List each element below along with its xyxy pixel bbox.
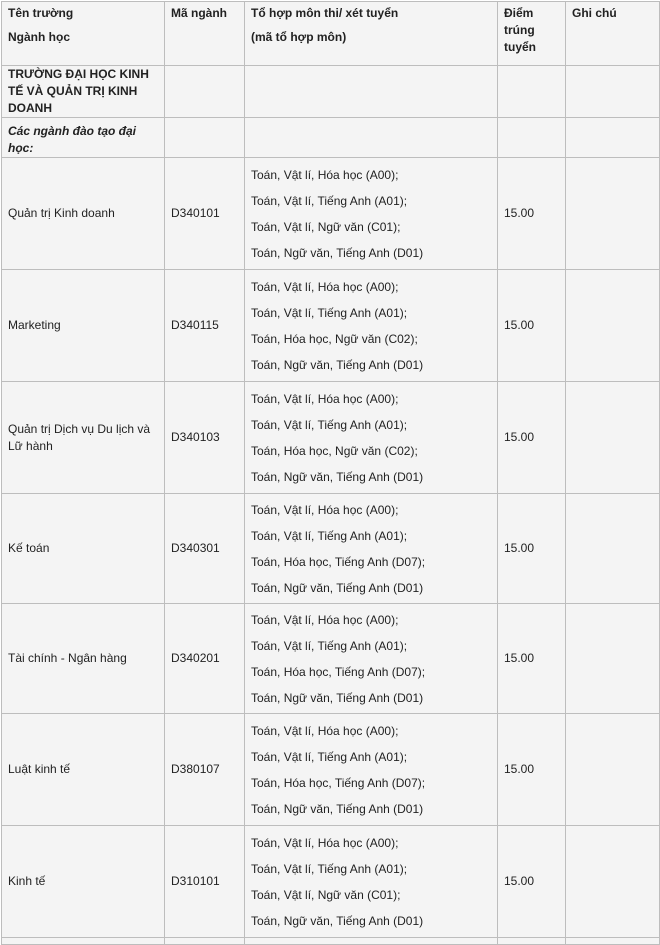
subject-combo: Toán, Ngữ văn, Tiếng Anh (D01) <box>251 690 424 705</box>
category-cell <box>2 118 165 158</box>
major-code: D310101 <box>171 874 220 888</box>
subject-combo: Toán, Vật lí, Hóa học (A00); <box>251 502 399 517</box>
subject-combo: Toán, Hóa học, Tiếng Anh (D07); <box>251 775 426 790</box>
note-cell <box>566 270 660 382</box>
category-label: Các ngành đào tạo đại học: <box>8 124 137 155</box>
school-row <box>2 66 660 118</box>
note-cell <box>566 604 660 714</box>
combo-cell <box>245 826 498 938</box>
table-row-partial <box>2 938 660 945</box>
major-name-cell <box>2 604 165 714</box>
table-row <box>2 158 660 270</box>
major-code: D340301 <box>171 541 220 555</box>
major-name-cell <box>2 270 165 382</box>
subject-combo: Toán, Vật lí, Ngữ văn (C01); <box>251 887 401 902</box>
header-cell-note <box>566 2 660 66</box>
table-row <box>2 270 660 382</box>
table-row <box>2 826 660 938</box>
admission-score: 15.00 <box>504 651 535 665</box>
subject-combo: Toán, Vật lí, Tiếng Anh (A01); <box>251 193 408 208</box>
major-code-cell <box>165 494 245 604</box>
major-code-cell <box>165 714 245 826</box>
major-code-cell <box>165 270 245 382</box>
score-cell <box>498 382 566 494</box>
major-name: Quản trị Dịch vụ Du lịch và Lữ hành <box>8 421 151 453</box>
score-cell <box>498 604 566 714</box>
table-row <box>2 714 660 826</box>
major-code-cell <box>165 158 245 270</box>
subject-combo: Toán, Vật lí, Hóa học (A00); <box>251 279 399 294</box>
major-name: Tài chính - Ngân hàng <box>8 651 127 665</box>
score-cell <box>498 494 566 604</box>
major-name: Kế toán <box>8 541 50 555</box>
subject-combo: Toán, Hóa học, Tiếng Anh (D07); <box>251 554 426 569</box>
major-name: Kinh tế <box>8 874 46 888</box>
subject-combo: Toán, Vật lí, Tiếng Anh (A01); <box>251 638 408 653</box>
subject-combo: Toán, Hóa học, Ngữ văn (C02); <box>251 443 418 458</box>
admission-score: 15.00 <box>504 318 535 332</box>
score-cell <box>498 826 566 938</box>
score-cell <box>498 270 566 382</box>
major-code-cell <box>165 604 245 714</box>
subject-combo: Toán, Hóa học, Tiếng Anh (D07); <box>251 664 426 679</box>
score-cell <box>498 158 566 270</box>
subject-combo: Toán, Vật lí, Hóa học (A00); <box>251 835 399 850</box>
major-code: D340115 <box>171 318 219 332</box>
combo-cell <box>245 494 498 604</box>
subject-combo: Toán, Vật lí, Tiếng Anh (A01); <box>251 305 408 320</box>
category-row <box>2 118 660 158</box>
major-code: D340101 <box>171 206 220 220</box>
major-name: Luật kinh tế <box>8 762 71 776</box>
admission-score: 15.00 <box>504 206 535 220</box>
note-cell <box>566 826 660 938</box>
major-code-cell <box>165 382 245 494</box>
major-code: D380107 <box>171 762 220 776</box>
major-name: Marketing <box>8 318 61 332</box>
note-cell <box>566 714 660 826</box>
major-name: Quản trị Kinh doanh <box>8 206 115 220</box>
subject-combo: Toán, Hóa học, Ngữ văn (C02); <box>251 331 418 346</box>
major-code-cell <box>165 826 245 938</box>
table-header-row <box>2 2 660 66</box>
school-name: TRƯỜNG ĐẠI HỌC KINH TẾ VÀ QUẢN TRỊ KINH DOANH <box>8 67 149 115</box>
subject-combo: Toán, Vật lí, Ngữ văn (C01); <box>251 219 401 234</box>
header-combo-label: Tổ hợp môn thi/ xét tuyển <box>251 6 399 20</box>
school-name-cell <box>2 66 165 118</box>
subject-combo: Toán, Vật lí, Tiếng Anh (A01); <box>251 528 408 543</box>
major-name-cell <box>2 494 165 604</box>
table-row <box>2 494 660 604</box>
note-cell <box>566 382 660 494</box>
header-code-label: Mã ngành <box>171 6 227 20</box>
combo-cell <box>245 714 498 826</box>
combo-cell <box>245 604 498 714</box>
header-school-label: Tên trường <box>8 6 74 20</box>
major-name-cell <box>2 826 165 938</box>
subject-combo: Toán, Vật lí, Hóa học (A00); <box>251 391 399 406</box>
header-score-label: Điểm trúng tuyển <box>504 6 537 54</box>
admission-score: 15.00 <box>504 874 535 888</box>
subject-combo: Toán, Vật lí, Hóa học (A00); <box>251 723 399 738</box>
subject-combo: Toán, Vật lí, Tiếng Anh (A01); <box>251 861 408 876</box>
table-row <box>2 604 660 714</box>
subject-combo: Toán, Vật lí, Hóa học (A00); <box>251 612 399 627</box>
subject-combo: Toán, Vật lí, Tiếng Anh (A01); <box>251 749 408 764</box>
major-code: D340103 <box>171 430 220 444</box>
major-code: D340201 <box>171 651 220 665</box>
table-body <box>2 2 660 945</box>
header-cell-combo <box>245 2 498 66</box>
major-name-cell <box>2 714 165 826</box>
header-cell-school-major <box>2 2 165 66</box>
header-cell-code <box>165 2 245 66</box>
admission-score: 15.00 <box>504 762 535 776</box>
subject-combo: Toán, Ngữ văn, Tiếng Anh (D01) <box>251 913 424 928</box>
table-row <box>2 382 660 494</box>
subject-combo: Toán, Ngữ văn, Tiếng Anh (D01) <box>251 357 424 372</box>
combo-cell <box>245 382 498 494</box>
note-cell <box>566 158 660 270</box>
combo-cell <box>245 158 498 270</box>
admission-table <box>1 1 660 945</box>
subject-combo: Toán, Vật lí, Tiếng Anh (A01); <box>251 417 408 432</box>
subject-combo: Toán, Ngữ văn, Tiếng Anh (D01) <box>251 580 424 595</box>
subject-combo: Toán, Vật lí, Hóa học (A00); <box>251 167 399 182</box>
header-major-label: Ngành học <box>8 30 70 44</box>
header-combo-sublabel: (mã tổ hợp môn) <box>251 30 347 44</box>
subject-combo: Toán, Ngữ văn, Tiếng Anh (D01) <box>251 801 424 816</box>
subject-combo: Toán, Ngữ văn, Tiếng Anh (D01) <box>251 469 424 484</box>
note-cell <box>566 494 660 604</box>
score-cell <box>498 714 566 826</box>
subject-combo: Toán, Ngữ văn, Tiếng Anh (D01) <box>251 245 424 260</box>
admission-score: 15.00 <box>504 541 535 555</box>
combo-cell <box>245 270 498 382</box>
major-name-cell <box>2 158 165 270</box>
header-cell-score <box>498 2 566 66</box>
major-name-cell <box>2 382 165 494</box>
admission-score: 15.00 <box>504 430 535 444</box>
header-note-label: Ghi chú <box>572 6 617 20</box>
